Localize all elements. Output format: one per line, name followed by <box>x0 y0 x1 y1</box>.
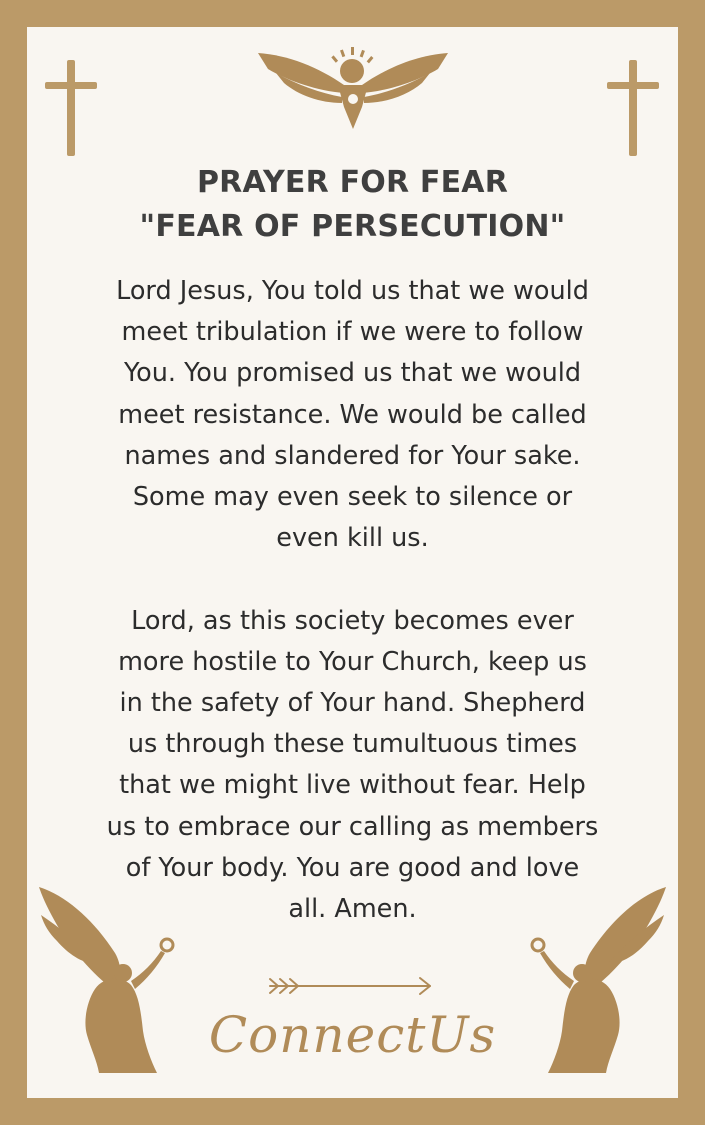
prayer-line: more hostile to Your Church, keep us <box>118 646 587 677</box>
title-line-2: "FEAR OF PERSECUTION" <box>139 209 566 244</box>
paragraph-gap <box>47 559 658 600</box>
prayer-line: meet resistance. We would be called <box>118 399 587 430</box>
title-line-1: PRAYER FOR FEAR <box>196 165 509 200</box>
prayer-line: Some may even seek to silence or <box>132 482 573 513</box>
prayer-line: all. Amen. <box>288 894 417 925</box>
prayer-paragraph-1 <box>47 271 658 559</box>
page-title <box>27 161 678 249</box>
prayer-line: in the safety of Your hand. Shepherd <box>119 688 586 719</box>
prayer-paragraph-2 <box>47 601 658 931</box>
prayer-line: meet tribulation if we were to follow <box>121 317 584 348</box>
prayer-line: us through these tumultuous times <box>127 729 578 760</box>
prayer-line: names and slandered for Your sake. <box>124 440 581 471</box>
prayer-line: even kill us. <box>276 523 429 554</box>
prayer-line: of Your body. You are good and love <box>125 852 580 883</box>
prayer-line: Lord Jesus, You told us that we would <box>116 276 589 306</box>
prayer-card <box>27 27 678 1098</box>
winged-sun-icon <box>258 45 448 131</box>
arrow-icon <box>268 972 434 1000</box>
prayer-text <box>47 271 658 930</box>
connectus-logo: ConnectUs <box>208 1006 497 1064</box>
cross-icon <box>607 60 659 158</box>
prayer-line: that we might live without fear. Help <box>119 770 586 801</box>
cross-icon <box>45 60 97 158</box>
prayer-line: us to embrace our calling as members <box>106 811 599 842</box>
prayer-line: Lord, as this society becomes ever <box>131 605 574 636</box>
prayer-line: You. You promised us that we would <box>123 358 582 389</box>
